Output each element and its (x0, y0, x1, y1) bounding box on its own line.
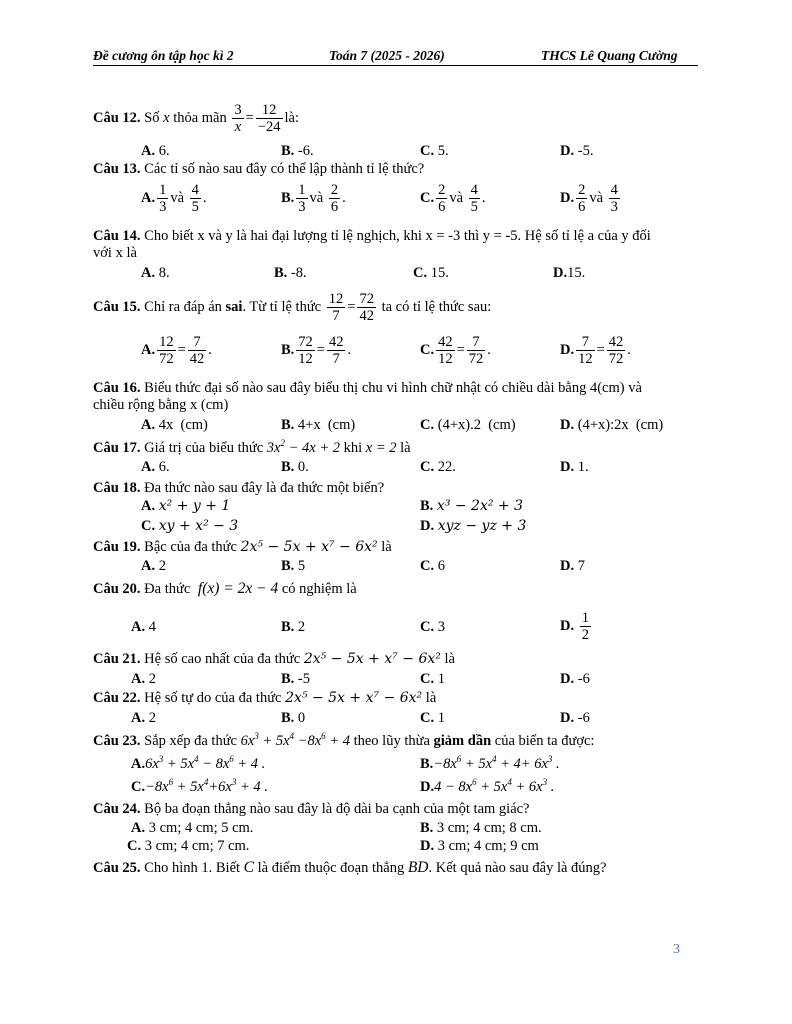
option-c: C. 15. (413, 265, 449, 281)
question-text: theo lũy thừa (353, 733, 430, 749)
option-c: $C.-8x^6 + 5x^4+6x^3 + 4$ . (131, 777, 268, 795)
header-center: Toán 7 (2025 - 2026) (329, 48, 445, 63)
math-expression: 2x⁵ − 5x + x⁷ − 6x² (240, 539, 378, 555)
question-number: Câu 25. (93, 860, 141, 876)
option-b: B. 2 (281, 619, 306, 635)
question-23 (93, 733, 753, 750)
question-15 (93, 289, 753, 325)
option-a: A. x² + y + 1 (141, 498, 231, 514)
question-text: Bậc của đa thức (144, 539, 237, 555)
question-text: khi (343, 440, 363, 456)
option-b: B. -5 (281, 671, 311, 687)
option-d: D. 3 cm; 4 cm; 9 cm (420, 838, 539, 854)
option-a: A. 3 cm; 4 cm; 5 cm. (131, 820, 254, 836)
option-b: B. $\frac{72}{12}$ = $\frac{42}{7}$ . (281, 334, 352, 368)
question-text: Đa thức (144, 581, 191, 597)
option-c: C. 5. (420, 143, 449, 159)
option-b: B. 4+x (cm) (281, 417, 356, 433)
option-d: $D.4 - 8x^6 + 5x^4 + 6x^3$ . (420, 777, 555, 795)
option-a: A. 2 (131, 710, 156, 726)
question-text: Bộ ba đoạn thẳng nào sau đây là độ dài ba cạnh của một tam giác? (144, 801, 530, 817)
option-b: $B.-8x^6 + 5x^4 + 4+ 6x^3$ . (420, 754, 560, 772)
variable-x: x (163, 110, 170, 126)
question-text: là (425, 690, 437, 706)
question-16 (93, 380, 753, 397)
fraction: $\frac{3}{x}$ (234, 102, 242, 136)
question-22 (93, 690, 753, 707)
fraction: $\frac{12}{-24}$ (257, 102, 281, 136)
option-b: B. -8. (274, 265, 307, 281)
emphasis-text: sai (225, 299, 243, 315)
question-number: Câu 23. (93, 733, 141, 749)
question-12 (93, 100, 753, 136)
question-text: . Từ tỉ lệ thức (242, 299, 322, 315)
variable-c: C (243, 859, 255, 876)
option-d: D. -5. (560, 143, 594, 159)
option-a: A. 6. (141, 459, 170, 475)
question-text: là (400, 440, 411, 456)
option-a: A. 6. (141, 143, 170, 159)
question-number: Câu 12. (93, 110, 141, 126)
header-left: Đề cương ôn tập học kì 2 (93, 48, 234, 63)
question-text: Chỉ ra đáp án (144, 299, 222, 315)
option-d: D. -6 (560, 671, 590, 687)
option-d: D. 1. (560, 459, 589, 475)
option-b: B. -6. (281, 143, 314, 159)
question-text: Giá trị của biểu thức (144, 440, 264, 456)
fraction: $\frac{12}{7}$ (328, 291, 344, 325)
math-expression: $6x^3 + 5x^4 -8x^6 + 4$ (240, 731, 350, 749)
option-a: A. 4x (cm) (141, 417, 208, 433)
question-25 (93, 859, 753, 877)
option-b: B. 3 cm; 4 cm; 8 cm. (420, 820, 542, 836)
option-d: D. $\frac{2}{6}$ và $\frac{4}{3}$ (560, 182, 618, 216)
option-a: A. $\frac{1}{3}$ và $\frac{4}{5}$ . (141, 182, 207, 216)
question-number: Câu 22. (93, 690, 141, 706)
option-c: C. 1 (420, 710, 445, 726)
math-expression: x = 2 (365, 440, 397, 456)
option-a: A. 2 (131, 671, 156, 687)
question-text: . Kết quả nào sau đây là đúng? (428, 860, 607, 876)
math-expression: f(x) = 2x − 4 (197, 580, 279, 597)
question-number: Câu 17. (93, 440, 141, 456)
option-d: D. xyz − yz + 3 (420, 518, 527, 534)
question-text: là (381, 539, 392, 555)
math-expression: 2x⁵ − 5x + x⁷ − 6x² (285, 690, 423, 706)
option-b: B. $\frac{1}{3}$ và $\frac{2}{6}$ . (281, 182, 346, 216)
question-text: Các tỉ số nào sau đây có thể lập thành tỉ lệ thức? (144, 161, 425, 177)
question-text: Số (144, 110, 160, 126)
question-text: Đa thức nào sau đây là đa thức một biến? (144, 480, 385, 496)
option-c: C. $\frac{42}{12}$ = $\frac{7}{72}$ . (420, 334, 491, 368)
option-d: D.15. (553, 265, 586, 281)
option-b: B. 0 (281, 710, 306, 726)
question-text: Hệ số tự do của đa thức (144, 690, 282, 706)
option-c: C. 3 cm; 4 cm; 7 cm. (127, 838, 250, 854)
question-14-cont (93, 245, 753, 262)
option-c: C. 22. (420, 459, 456, 475)
option-c: C. 6 (420, 558, 445, 574)
math-expression: $3x^2 - 4x + 2$ (266, 438, 340, 456)
page-number: 3 (673, 942, 680, 957)
question-number: Câu 21. (93, 651, 141, 667)
question-text: Hệ số cao nhất của đa thức (144, 651, 301, 667)
option-a: $A.6x^3 + 5x^4 - 8x^6 + 4$ . (131, 754, 266, 772)
question-19 (93, 539, 753, 556)
question-text: là điểm thuộc đoạn thẳng (257, 860, 405, 876)
question-24 (93, 801, 753, 818)
math-expression: 2x⁵ − 5x + x⁷ − 6x² (303, 651, 441, 667)
question-text: của biến ta được: (494, 733, 595, 749)
question-number: Câu 15. (93, 299, 141, 315)
question-number: Câu 13. (93, 161, 141, 177)
question-16-cont (93, 397, 753, 414)
question-14 (93, 228, 753, 245)
option-d: D. $\frac{7}{12}$ = $\frac{42}{72}$ . (560, 334, 631, 368)
question-number: Câu 18. (93, 480, 141, 496)
option-d: D. (4+x):2x (cm) (560, 417, 664, 433)
option-b: B. 5 (281, 558, 306, 574)
option-c: C. $\frac{2}{6}$ và $\frac{4}{5}$ . (420, 182, 486, 216)
question-text: là: (284, 110, 299, 126)
question-text: Cho biết x và y là hai đại lượng tỉ lệ nghịch, khi x = -3 thì y = -5. Hệ số tỉ lệ a của y đối (144, 228, 651, 244)
option-c: C. 1 (420, 671, 445, 687)
question-text: Biểu thức đại số nào sau đây biểu thị chu vi hình chữ nhật có chiều dài bằng 4(cm) và (144, 380, 642, 396)
header-right: THCS Lê Quang Cường (541, 48, 678, 63)
question-number: Câu 16. (93, 380, 141, 396)
option-a: A. $\frac{12}{72}$ = $\frac{7}{42}$ . (141, 334, 212, 368)
emphasis-text: giảm dần (433, 733, 492, 749)
question-21 (93, 651, 753, 668)
question-number: Câu 20. (93, 581, 141, 597)
question-text: Cho hình 1. Biết (144, 860, 241, 876)
question-number: Câu 19. (93, 539, 141, 555)
question-text: chiều rộng bằng x (cm) (93, 397, 229, 413)
segment-bd: BD (407, 859, 429, 876)
question-20 (93, 580, 753, 598)
question-17 (93, 440, 753, 457)
option-a: A. 4 (131, 619, 156, 635)
question-text: với x là (93, 245, 137, 261)
option-c: C. xy + x² − 3 (141, 518, 239, 534)
option-b: B. 0. (281, 459, 309, 475)
option-b: B. x³ − 2x² + 3 (420, 498, 524, 514)
question-text: có nghiệm là (281, 581, 357, 597)
question-text: Sắp xếp đa thức (144, 733, 237, 749)
option-d: D. -6 (560, 710, 590, 726)
option-d: D. $\frac{1}{2}$ (560, 610, 589, 644)
option-a: A. 2 (141, 558, 166, 574)
page-header (93, 47, 698, 66)
question-text: thỏa mãn (173, 110, 227, 126)
option-c: C. 3 (420, 619, 445, 635)
equals-sign: = (245, 110, 254, 126)
equals-sign: = (347, 299, 356, 315)
question-text: ta có tỉ lệ thức sau: (381, 299, 492, 315)
option-d: D. 7 (560, 558, 585, 574)
option-a: A. 8. (141, 265, 170, 281)
fraction: $\frac{72}{42}$ (359, 291, 374, 325)
option-c: C. (4+x).2 (cm) (420, 417, 516, 433)
question-13 (93, 161, 753, 178)
question-number: Câu 24. (93, 801, 141, 817)
question-number: Câu 14. (93, 228, 141, 244)
question-text: là (444, 651, 455, 667)
question-18 (93, 480, 753, 497)
